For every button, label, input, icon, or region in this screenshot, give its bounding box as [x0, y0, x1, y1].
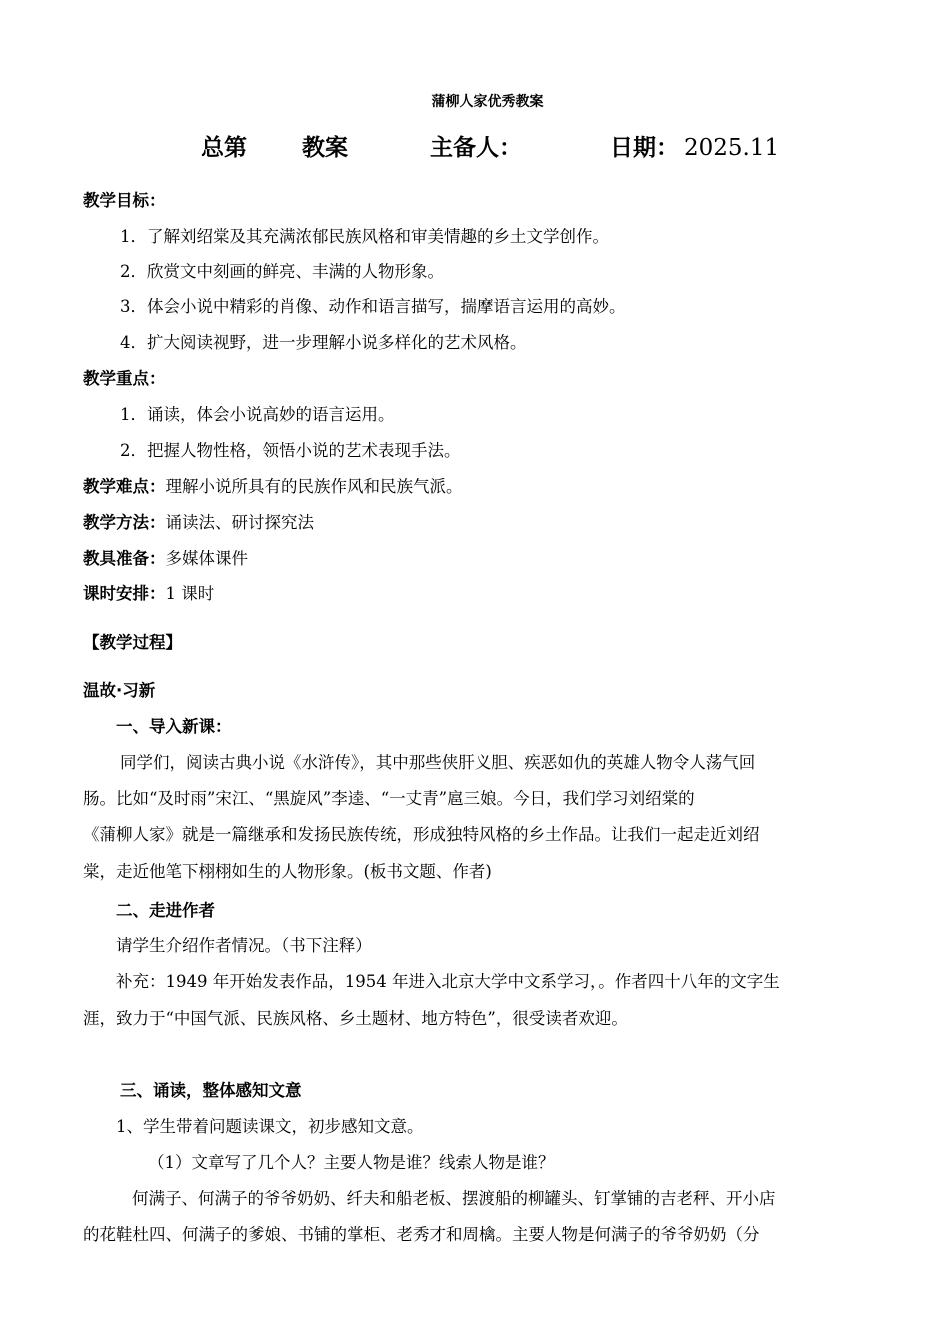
difficulty-text: 理解小说所具有的民族作风和民族气派。	[165, 477, 463, 496]
date-label: 日期：	[610, 135, 679, 161]
tools-row	[83, 549, 248, 569]
section3-heading: 三、诵读，整体感知文意	[120, 1081, 302, 1100]
section1-line: 同学们，阅读古典小说《水浒传》，其中那些侠肝义胆、疾恶如仇的英雄人物令人荡气回	[120, 753, 756, 772]
focus-item: 2．把握人物性格，领悟小说的艺术表现手法。	[120, 441, 461, 460]
goal-item: 1．了解刘绍棠及其充满浓郁民族风格和审美情趣的乡土文学创作。	[120, 227, 609, 246]
section1-line: 《蒲柳人家》就是一篇继承和发扬民族传统，形成独特风格的乡土作品。让我们一起走近刘绍	[83, 825, 760, 844]
schedule-text: 1 课时	[165, 584, 215, 603]
section1-heading: 一、导入新课：	[116, 717, 232, 736]
review-heading: 温故·习新	[83, 681, 156, 700]
goal-item: 4．扩大阅读视野，进一步理解小说多样化的艺术风格。	[120, 333, 527, 352]
date-value: 2025.11	[684, 135, 780, 161]
section3-line: 的花鞋杜四、何满子的爹娘、书铺的掌柜、老秀才和周檎。主要人物是何满子的爷爷奶奶（分	[83, 1225, 760, 1244]
method-row	[83, 513, 314, 533]
difficulty-label: 教学难点：	[83, 477, 166, 496]
section1-line: 肠。比如“及时雨”宋江、“黑旋风”李逵、“一丈青”扈三娘。今日，我们学习刘绍棠的	[83, 789, 695, 808]
section3-line: 何满子、何满子的爷爷奶奶、纤夫和船老板、摆渡船的柳罐头、钉掌铺的吉老秤、开小店	[132, 1189, 776, 1208]
goal-item: 2．欣赏文中刻画的鲜亮、丰满的人物形象。	[120, 262, 444, 281]
goal-item: 3．体会小说中精彩的肖像、动作和语言描写，揣摩语言运用的高妙。	[120, 297, 626, 316]
tools-label: 教具准备：	[83, 549, 166, 568]
section3-question: （1）文章写了几个人？主要人物是谁？线索人物是谁？	[148, 1153, 555, 1172]
goals-heading: 教学目标：	[83, 191, 166, 210]
section3-task: 1、学生带着问题读课文，初步感知文意。	[116, 1117, 424, 1136]
section1-line: 棠，走近他笔下栩栩如生的人物形象。(板书文题、作者)	[83, 862, 492, 881]
schedule-row	[83, 584, 214, 604]
schedule-label: 课时安排：	[83, 584, 166, 603]
section2-intro: 请学生介绍作者情况。（书下注释）	[116, 936, 372, 955]
plan-label: 教案	[302, 135, 348, 161]
tools-text: 多媒体课件	[165, 549, 248, 568]
method-text: 诵读法、研讨探究法	[165, 513, 314, 532]
document-title: 蒲柳人家优秀教案	[431, 94, 544, 110]
focus-item: 1．诵读，体会小说高妙的语言运用。	[120, 405, 395, 424]
method-label: 教学方法：	[83, 513, 166, 532]
process-heading: 【教学过程】	[83, 633, 182, 652]
total-label: 总第	[201, 135, 247, 161]
difficulty-row	[83, 477, 463, 497]
section2-line: 涯，致力于“中国气派、民族风格、乡土题材、地方特色”，很受读者欢迎。	[83, 1009, 628, 1028]
section2-line: 补充：1949 年开始发表作品，1954 年进入北京大学中文系学习，。作者四十八年的文字生	[116, 972, 780, 991]
preparer-label: 主备人：	[430, 135, 522, 161]
focus-heading: 教学重点：	[83, 369, 166, 388]
section2-heading: 二、走进作者	[116, 901, 215, 920]
